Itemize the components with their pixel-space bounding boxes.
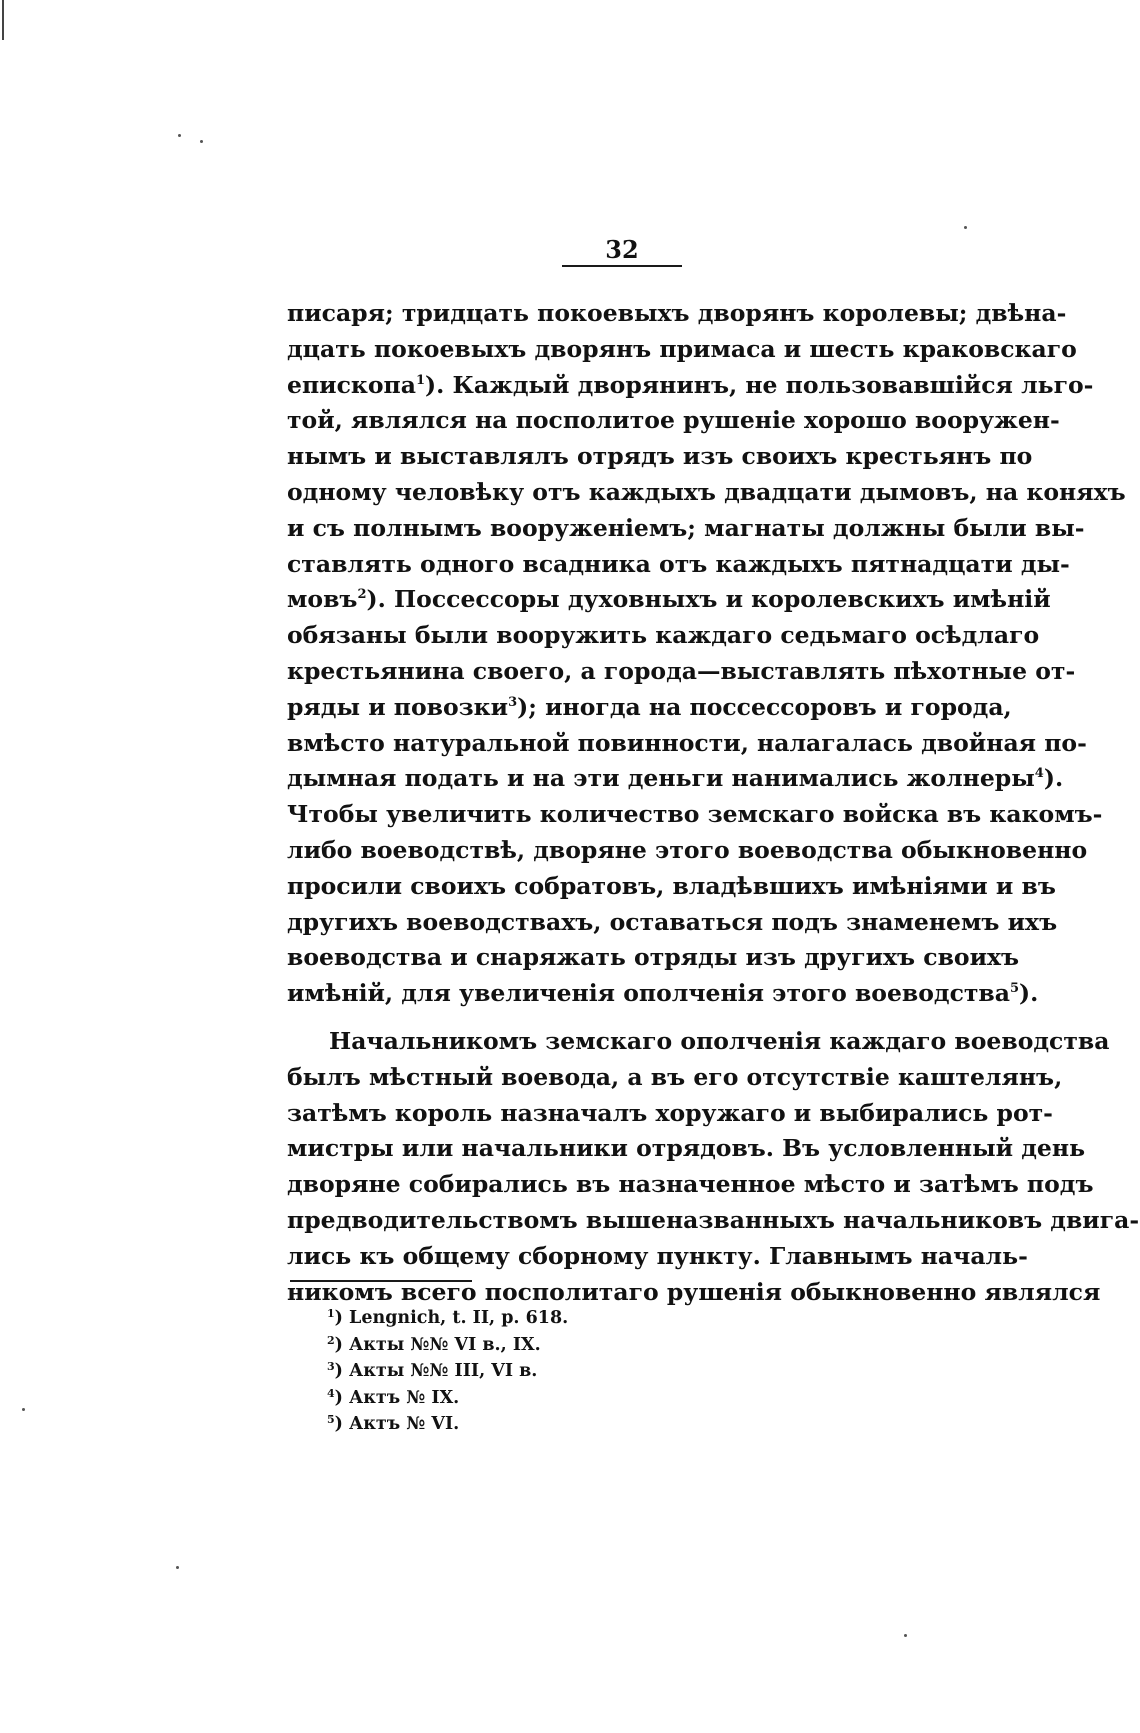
footnotes [327,1305,727,1438]
footnote-text: ) Lengnich, t. II, p. 618. [334,1308,569,1328]
line-text: мистры или начальники отрядовъ. Въ условленный день [287,1134,1086,1163]
scan-speck [176,1566,179,1569]
text-line [287,869,1056,905]
footnote-ref: 4 [1034,766,1044,782]
line-text: епископа [287,370,416,399]
line-text: Чтобы увеличить количество земскаго войска въ какомъ- [287,800,1103,829]
text-line [287,690,1012,726]
text-line [287,1060,1063,1096]
footnote-ref: 5 [1010,981,1020,997]
text-line [287,511,1085,547]
line-text: имѣній, для увеличенія ополченія этого воеводства [287,979,1010,1008]
line-text: писаря; тридцать покоевыхъ дворянъ королевы; двѣна- [287,299,1067,327]
line-text: былъ мѣстный воевода, а въ его отсутствіе каштелянъ, [287,1062,1063,1091]
text-line [287,439,1033,475]
footnote-ref: 2 [357,587,367,603]
line-text: мовъ [287,585,358,614]
scan-speck [200,140,203,143]
text-line [287,726,1087,762]
line-text: лись къ общему сборному пункту. Главнымъ началь- [287,1241,1028,1270]
footnote-text: ) Актъ № VI. [334,1414,460,1434]
scan-speck [22,1408,25,1411]
line-text: предводительствомъ вышеназванныхъ начальниковъ двига- [287,1205,1140,1234]
line-text: воеводства и снаряжать отряды изъ другихъ своихъ [287,943,1020,972]
footnote-mark: 5 [327,1413,335,1426]
scan-speck [964,226,967,229]
footnote-separator [290,1280,472,1282]
text-line [287,833,1088,869]
text-line [287,332,1077,368]
line-text: той, являлся на посполитое рушеніе хорошо вооружен- [287,406,1060,435]
line-text: обязаны были вооружить каждаго седьмаго осѣдлаго [287,621,1040,650]
footnote-mark: 4 [327,1386,335,1400]
footnote-ref: 1 [415,372,426,388]
line-text: нымъ и выставлялъ отрядъ изъ своихъ крестьянъ по [287,442,1033,471]
text-line [287,1024,1110,1060]
text-line [287,368,1094,404]
text-line [287,1096,1053,1132]
line-text: другихъ воеводствахъ, оставаться подъ знаменемъ ихъ [287,907,1058,936]
footnote-text: ) Акты №№ VI в., IX. [334,1334,541,1355]
line-text: дворяне собирались въ назначенное мѣсто и затѣмъ подъ [287,1170,1094,1199]
text-line [287,582,1051,618]
page-number: 32 [562,236,682,267]
footnote-text: ) Актъ № IX. [334,1387,460,1408]
text-line [287,905,1058,941]
footnote-mark: 2 [327,1333,335,1347]
text-line [287,1239,1028,1275]
footnote-mark: 1 [327,1307,335,1320]
line-text: ряды и повозки [287,692,509,721]
line-text: просили своихъ собратовъ, владѣвшихъ имѣніями и въ [287,871,1056,900]
line-text: крестьянина своего, а города—выставлять пѣхотные от- [287,656,1076,685]
line-text-tail: ); иногда на поссессоровъ и города, [517,692,1012,721]
footnote-mark: 3 [327,1360,335,1373]
text-line [287,761,1064,797]
scan-speck [904,1634,907,1637]
text-line [287,618,1040,654]
text-line [287,296,1067,332]
page-edge-mark [2,0,4,40]
footnote-text: ) Акты №№ III, VI в. [334,1361,538,1381]
text-line [287,940,1020,976]
text-line [287,1203,1140,1239]
footnote [327,1385,727,1412]
footnote [327,1305,727,1332]
text-line [287,475,1126,511]
line-text: дымная подать и на эти деньги нанимались жолнеры [287,764,1035,793]
footnote [327,1332,727,1359]
scan-speck [178,134,181,137]
text-line [287,976,1039,1012]
line-text: одному человѣку отъ каждыхъ двадцати дымовъ, на коняхъ [287,477,1126,506]
line-text: никомъ всего посполитаго рушенія обыкновенно являлся [287,1277,1101,1306]
line-text-tail: ). Каждый дворянинъ, не пользовавшійся льго- [425,370,1094,399]
footnote [327,1411,727,1438]
line-text: затѣмъ король назначалъ хоружаго и выбирались рот- [287,1098,1053,1127]
text-line [287,547,1070,583]
line-text: и съ полнымъ вооруженіемъ; магнаты должны были вы- [287,513,1085,542]
line-text: дцать покоевыхъ дворянъ примаса и шесть краковскаго [287,334,1077,363]
line-text: вмѣсто натуральной повинности, налагалась двойная по- [287,728,1087,757]
text-line [287,1167,1094,1203]
line-text: либо воеводствѣ, дворяне этого воеводства обыкновенно [287,835,1088,864]
line-text: Начальникомъ земскаго ополченія каждаго воеводства [329,1026,1110,1055]
text-line [287,403,1060,439]
line-text-tail: ). [1043,764,1064,793]
body-text [287,296,1140,1310]
text-line [287,654,1076,690]
text-line [287,797,1103,833]
footnote-ref: 3 [508,694,518,710]
line-text-tail: ). Поссессоры духовныхъ и королевскихъ имѣній [366,585,1051,614]
line-text: ставлять одного всадника отъ каждыхъ пятнадцати ды- [287,549,1070,578]
line-text-tail: ). [1019,979,1039,1008]
footnote [327,1358,727,1385]
text-line [287,1131,1086,1167]
